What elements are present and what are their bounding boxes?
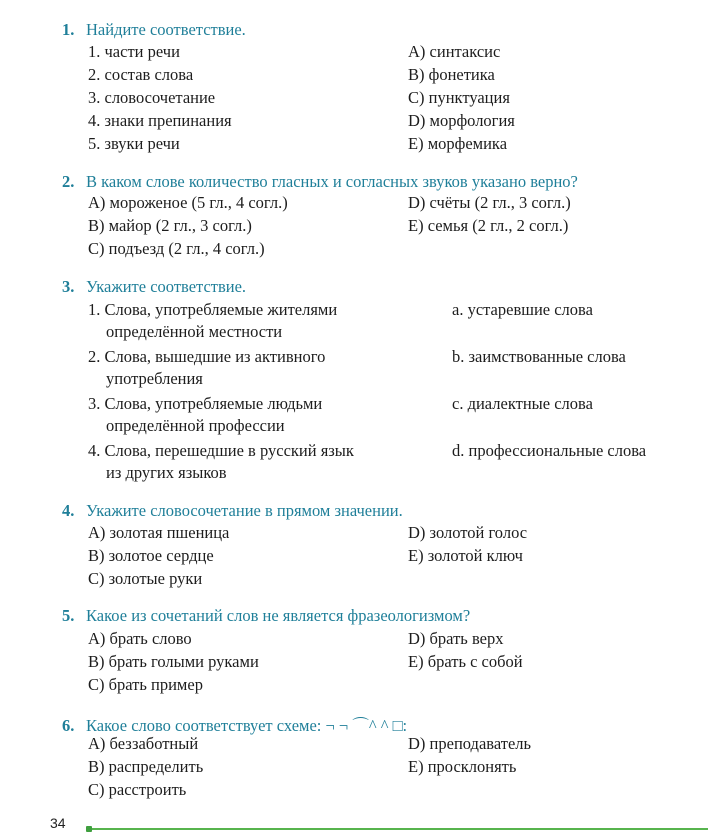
footer-rule bbox=[88, 828, 708, 830]
q3-left-4-line2: из других языков bbox=[106, 463, 227, 482]
q6-option-e: E) просклонять bbox=[408, 757, 517, 776]
q6-title-text: Какое слово соответствует схеме: bbox=[86, 716, 322, 735]
q2-title-text: В каком слове количество гласных и согласных звуков указано верно? bbox=[86, 172, 578, 191]
q4-option-b: B) золотое сердце bbox=[88, 546, 214, 565]
q6-number: 6. bbox=[62, 716, 75, 735]
q6-option-b: B) распределить bbox=[88, 757, 204, 776]
q1-right-a: A) синтаксис bbox=[408, 42, 501, 61]
q5-number: 5. bbox=[62, 606, 75, 625]
q3-left-3-line2: определённой профессии bbox=[106, 416, 285, 435]
q3-left-2-line1: 2. Слова, вышедшие из активного bbox=[88, 347, 326, 366]
q1-right-e: E) морфемика bbox=[408, 134, 508, 153]
q4-title-text: Укажите словосочетание в прямом значении. bbox=[86, 501, 403, 520]
q1-left-4: 4. знаки препинания bbox=[88, 111, 232, 130]
q4-option-a: A) золотая пшеница bbox=[88, 523, 230, 542]
q2-option-b: B) майор (2 гл., 3 согл.) bbox=[88, 216, 252, 235]
q5-title bbox=[62, 606, 470, 626]
q2-title bbox=[62, 172, 578, 192]
q3-left-4-line1: 4. Слова, перешедшие в русский язык bbox=[88, 441, 354, 460]
q4-number: 4. bbox=[62, 501, 75, 520]
q6-schema: ¬ ¬ ⌒^ ^ □: bbox=[325, 716, 408, 735]
q3-left-2-line2: употребления bbox=[106, 369, 203, 388]
q3-title bbox=[62, 277, 246, 297]
q1-left-1: 1. части речи bbox=[88, 42, 180, 61]
q6-option-d: D) преподаватель bbox=[408, 734, 532, 753]
q5-title-text: Какое из сочетаний слов не является фразеологизмом? bbox=[86, 606, 471, 625]
q1-right-d: D) морфология bbox=[408, 111, 515, 130]
q1-right-c: C) пунктуация bbox=[408, 88, 510, 107]
q3-left-1-line1: 1. Слова, употребляемые жителями bbox=[88, 300, 338, 319]
q3-left-3-line1: 3. Слова, употребляемые людьми bbox=[88, 394, 323, 413]
q1-title-text: Найдите соответствие. bbox=[86, 20, 246, 39]
q6-option-a: A) беззаботный bbox=[88, 734, 199, 753]
q3-title-text: Укажите соответствие. bbox=[86, 277, 247, 296]
q2-option-d: D) счёты (2 гл., 3 согл.) bbox=[408, 193, 571, 212]
q1-number: 1. bbox=[62, 20, 75, 39]
q5-option-e: E) брать с собой bbox=[408, 652, 523, 671]
q5-option-c: C) брать пример bbox=[88, 675, 203, 694]
q1-left-3: 3. словосочетание bbox=[88, 88, 216, 107]
q3-number: 3. bbox=[62, 277, 75, 296]
q4-option-c: C) золотые руки bbox=[88, 569, 203, 588]
q6-option-c: C) расстроить bbox=[88, 780, 187, 799]
q3-right-d: d. профессиональные слова bbox=[452, 441, 647, 460]
q2-number: 2. bbox=[62, 172, 75, 191]
q1-right-b: B) фонетика bbox=[408, 65, 495, 84]
q2-option-c: C) подъезд (2 гл., 4 согл.) bbox=[88, 239, 265, 258]
q3-right-a: a. устаревшие слова bbox=[452, 300, 593, 319]
q3-right-b: b. заимствованные слова bbox=[452, 347, 626, 366]
q5-option-a: A) брать слово bbox=[88, 629, 192, 648]
q2-option-a: A) мороженое (5 гл., 4 согл.) bbox=[88, 193, 288, 212]
q3-right-c: c. диалектные слова bbox=[452, 394, 593, 413]
q4-option-e: E) золотой ключ bbox=[408, 546, 523, 565]
q4-title bbox=[62, 501, 403, 521]
q1-left-5: 5. звуки речи bbox=[88, 134, 180, 153]
q6-title bbox=[62, 712, 407, 736]
q3-left-1-line2: определённой местности bbox=[106, 322, 283, 341]
q2-option-e: E) семья (2 гл., 2 согл.) bbox=[408, 216, 569, 235]
q1-left-2: 2. состав слова bbox=[88, 65, 194, 84]
q1-title bbox=[62, 20, 246, 40]
q5-option-d: D) брать верх bbox=[408, 629, 504, 648]
q4-option-d: D) золотой голос bbox=[408, 523, 528, 542]
footer-rule-marker bbox=[86, 826, 92, 832]
page-number: 34 bbox=[50, 815, 66, 831]
q5-option-b: B) брать голыми руками bbox=[88, 652, 259, 671]
